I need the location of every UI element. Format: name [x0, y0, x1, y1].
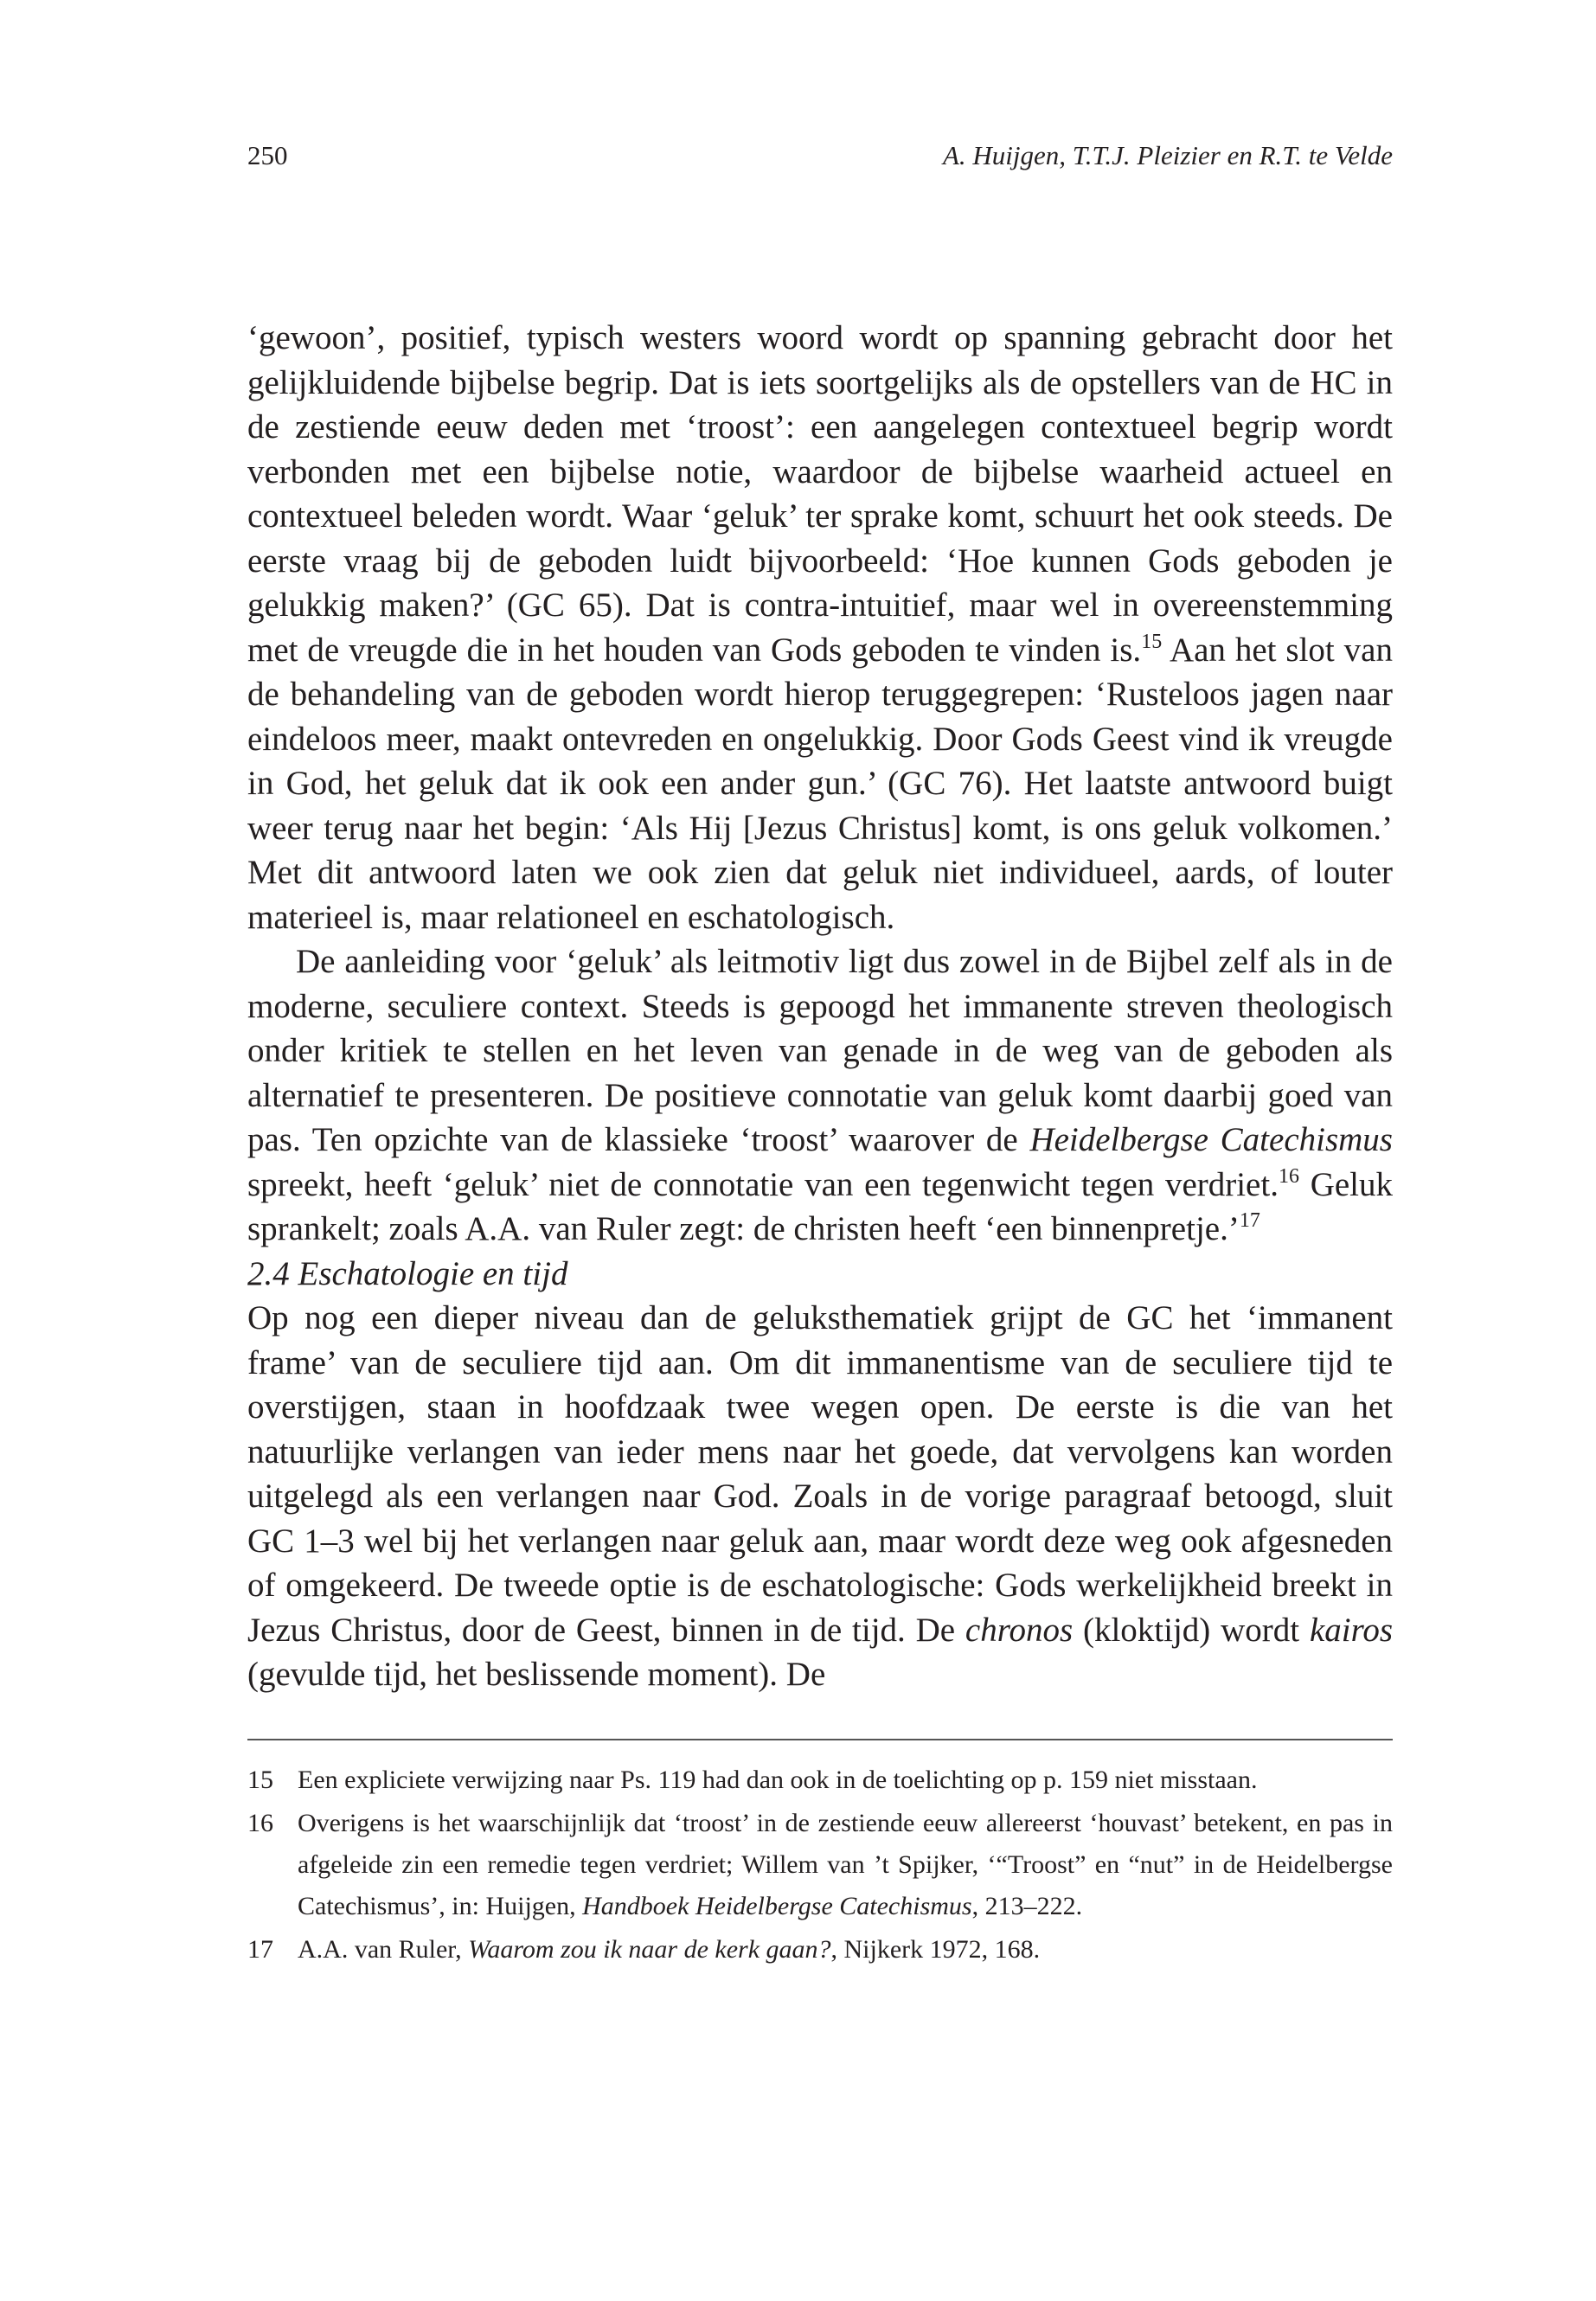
footnote-divider	[247, 1739, 1393, 1740]
section-heading: 2.4 Eschatologie en tijd	[247, 1254, 568, 1292]
footnote-17	[247, 1929, 1393, 1971]
book-page	[247, 130, 1393, 1972]
paragraph-2	[247, 939, 1393, 1252]
footnote-ref-15[interactable]: 15	[1141, 630, 1163, 653]
paragraph-1-text-b: Aan het slot van de behandeling van de geboden wordt hierop teruggegrepen: ‘Rusteloos jagen naar eindeloos meer, maakt ontevreden en ongelukkig. Door Gods Geest vind ik vreugde in God, het geluk dat ik ook een ander gun.’ (GC 76). Het laatste antwoord buigt weer terug naar het begin: ‘Als Hij [Jezus Christus] komt, is ons geluk volkomen.’ Met dit antwoord laten we ook zien dat geluk niet individueel, aards, of louter materieel is, maar relationeel en eschatologisch.	[247, 631, 1393, 936]
paragraph-3-italic-kairos: kairos	[1309, 1611, 1393, 1649]
running-head	[247, 130, 1393, 182]
footnotes	[247, 1759, 1393, 1971]
paragraph-2-text-b: spreekt, heeft ‘geluk’ niet de connotatie van een tegenwicht tegen verdriet.	[247, 1165, 1279, 1203]
footnote-number: 16	[247, 1808, 273, 1837]
paragraph-3-italic-chronos: chronos	[965, 1611, 1074, 1649]
footnote-number: 17	[247, 1934, 273, 1964]
paragraph-3-text-c: (gevulde tijd, het beslissende moment). De	[247, 1656, 826, 1693]
page-number: 250	[247, 140, 288, 170]
footnote-15	[247, 1759, 1393, 1801]
paragraph-2-italic-title: Heidelbergse Catechismus	[1029, 1121, 1393, 1158]
paragraph-1-text-a: ‘gewoon’, positief, typisch westers woord wordt op spanning gebracht door het gelijkluidende bijbelse begrip. Dat is iets soortgelijks als de opstellers van de HC in de zestiende eeuw deden met ‘troost’: een aangelegen contextueel begrip wordt verbonden met een bijbelse notie, waardoor de bijbelse waarheid actueel en contextueel beleden wordt. Waar ‘geluk’ ter sprake komt, schuurt het ook steeds. De eerste vraag bij de geboden luidt bijvoorbeeld: ‘Hoe kunnen Gods geboden je gelukkig maken?’ (GC 65). Dat is contra-intuitief, maar wel in overeenstemming met de vreugde die in het houden van Gods geboden te vinden is.	[247, 319, 1393, 669]
paragraph-3-text-a: Op nog een dieper niveau dan de geluksthematiek grijpt de GC het ‘immanent frame’ van de seculiere tijd aan. Om dit immanentisme van de seculiere tijd te overstijgen, staan in hoofdzaak twee wegen open. De eerste is die van het natuurlijke verlangen van ieder mens naar het goede, dat vervolgens kan worden uitgelegd als een verlangen naar God. Zoals in de vorige paragraaf betoogd, sluit GC 1–3 wel bij het verlangen naar geluk aan, maar wordt deze weg ook afgesneden of omgekeerd. De tweede optie is de eschatologische: Gods werkelijkheid breekt in Jezus Christus, door de Geest, binnen in de tijd. De	[247, 1299, 1393, 1649]
footnote-17-text-b: , Nijkerk 1972, 168.	[830, 1934, 1041, 1964]
paragraph-2-text-c: Geluk sprankelt; zoals A.A. van Ruler zegt: de christen heeft ‘een binnenpretje.’	[247, 1165, 1393, 1247]
paragraph-2-text-a: De aanleiding voor ‘geluk’ als leitmotiv ligt dus zowel in de Bijbel zelf als in de moderne, seculiere context. Steeds is gepoogd het immanente streven theologisch onder kritiek te stellen en het leven van genade in de weg van de geboden als alternatief te presenteren. De positieve connotatie van geluk komt daarbij goed van pas. Ten opzichte van de klassieke ‘troost’ waarover de	[247, 943, 1393, 1158]
footnote-16-text-a: Overigens is het waarschijnlijk dat ‘troost’ in de zestiende eeuw allereerst ‘houvast’ betekent, en pas in afgeleide zin een remedie tegen verdriet; Willem van ’t Spijker, ‘“Troost” en “nut” in de Heidelbergse Catechismus’, in: Huijgen,	[298, 1808, 1393, 1920]
footnote-ref-16[interactable]: 16	[1278, 1164, 1299, 1188]
paragraph-3-text-b: (kloktijd) wordt	[1073, 1611, 1310, 1649]
footnote-text	[298, 1929, 1393, 1971]
footnote-number: 15	[247, 1765, 273, 1794]
paragraph-1	[247, 316, 1393, 939]
footnote-16	[247, 1803, 1393, 1927]
footnote-17-text-a: A.A. van Ruler,	[298, 1934, 469, 1964]
footnote-text	[298, 1803, 1393, 1927]
footnote-text: Een expliciete verwijzing naar Ps. 119 had dan ook in de toelichting op p. 159 niet misstaan.	[298, 1765, 1258, 1794]
footnote-16-text-b: , 213–222.	[971, 1891, 1083, 1920]
running-head-authors: A. Huijgen, T.T.J. Pleizier en R.T. te Velde	[942, 140, 1393, 170]
footnote-16-italic-title: Handboek Heidelbergse Catechismus	[582, 1891, 972, 1920]
paragraph-3	[247, 1296, 1393, 1697]
footnote-ref-17[interactable]: 17	[1239, 1209, 1260, 1232]
footnote-17-italic-title: Waarom zou ik naar de kerk gaan?	[468, 1934, 831, 1964]
main-text	[247, 316, 1393, 1697]
